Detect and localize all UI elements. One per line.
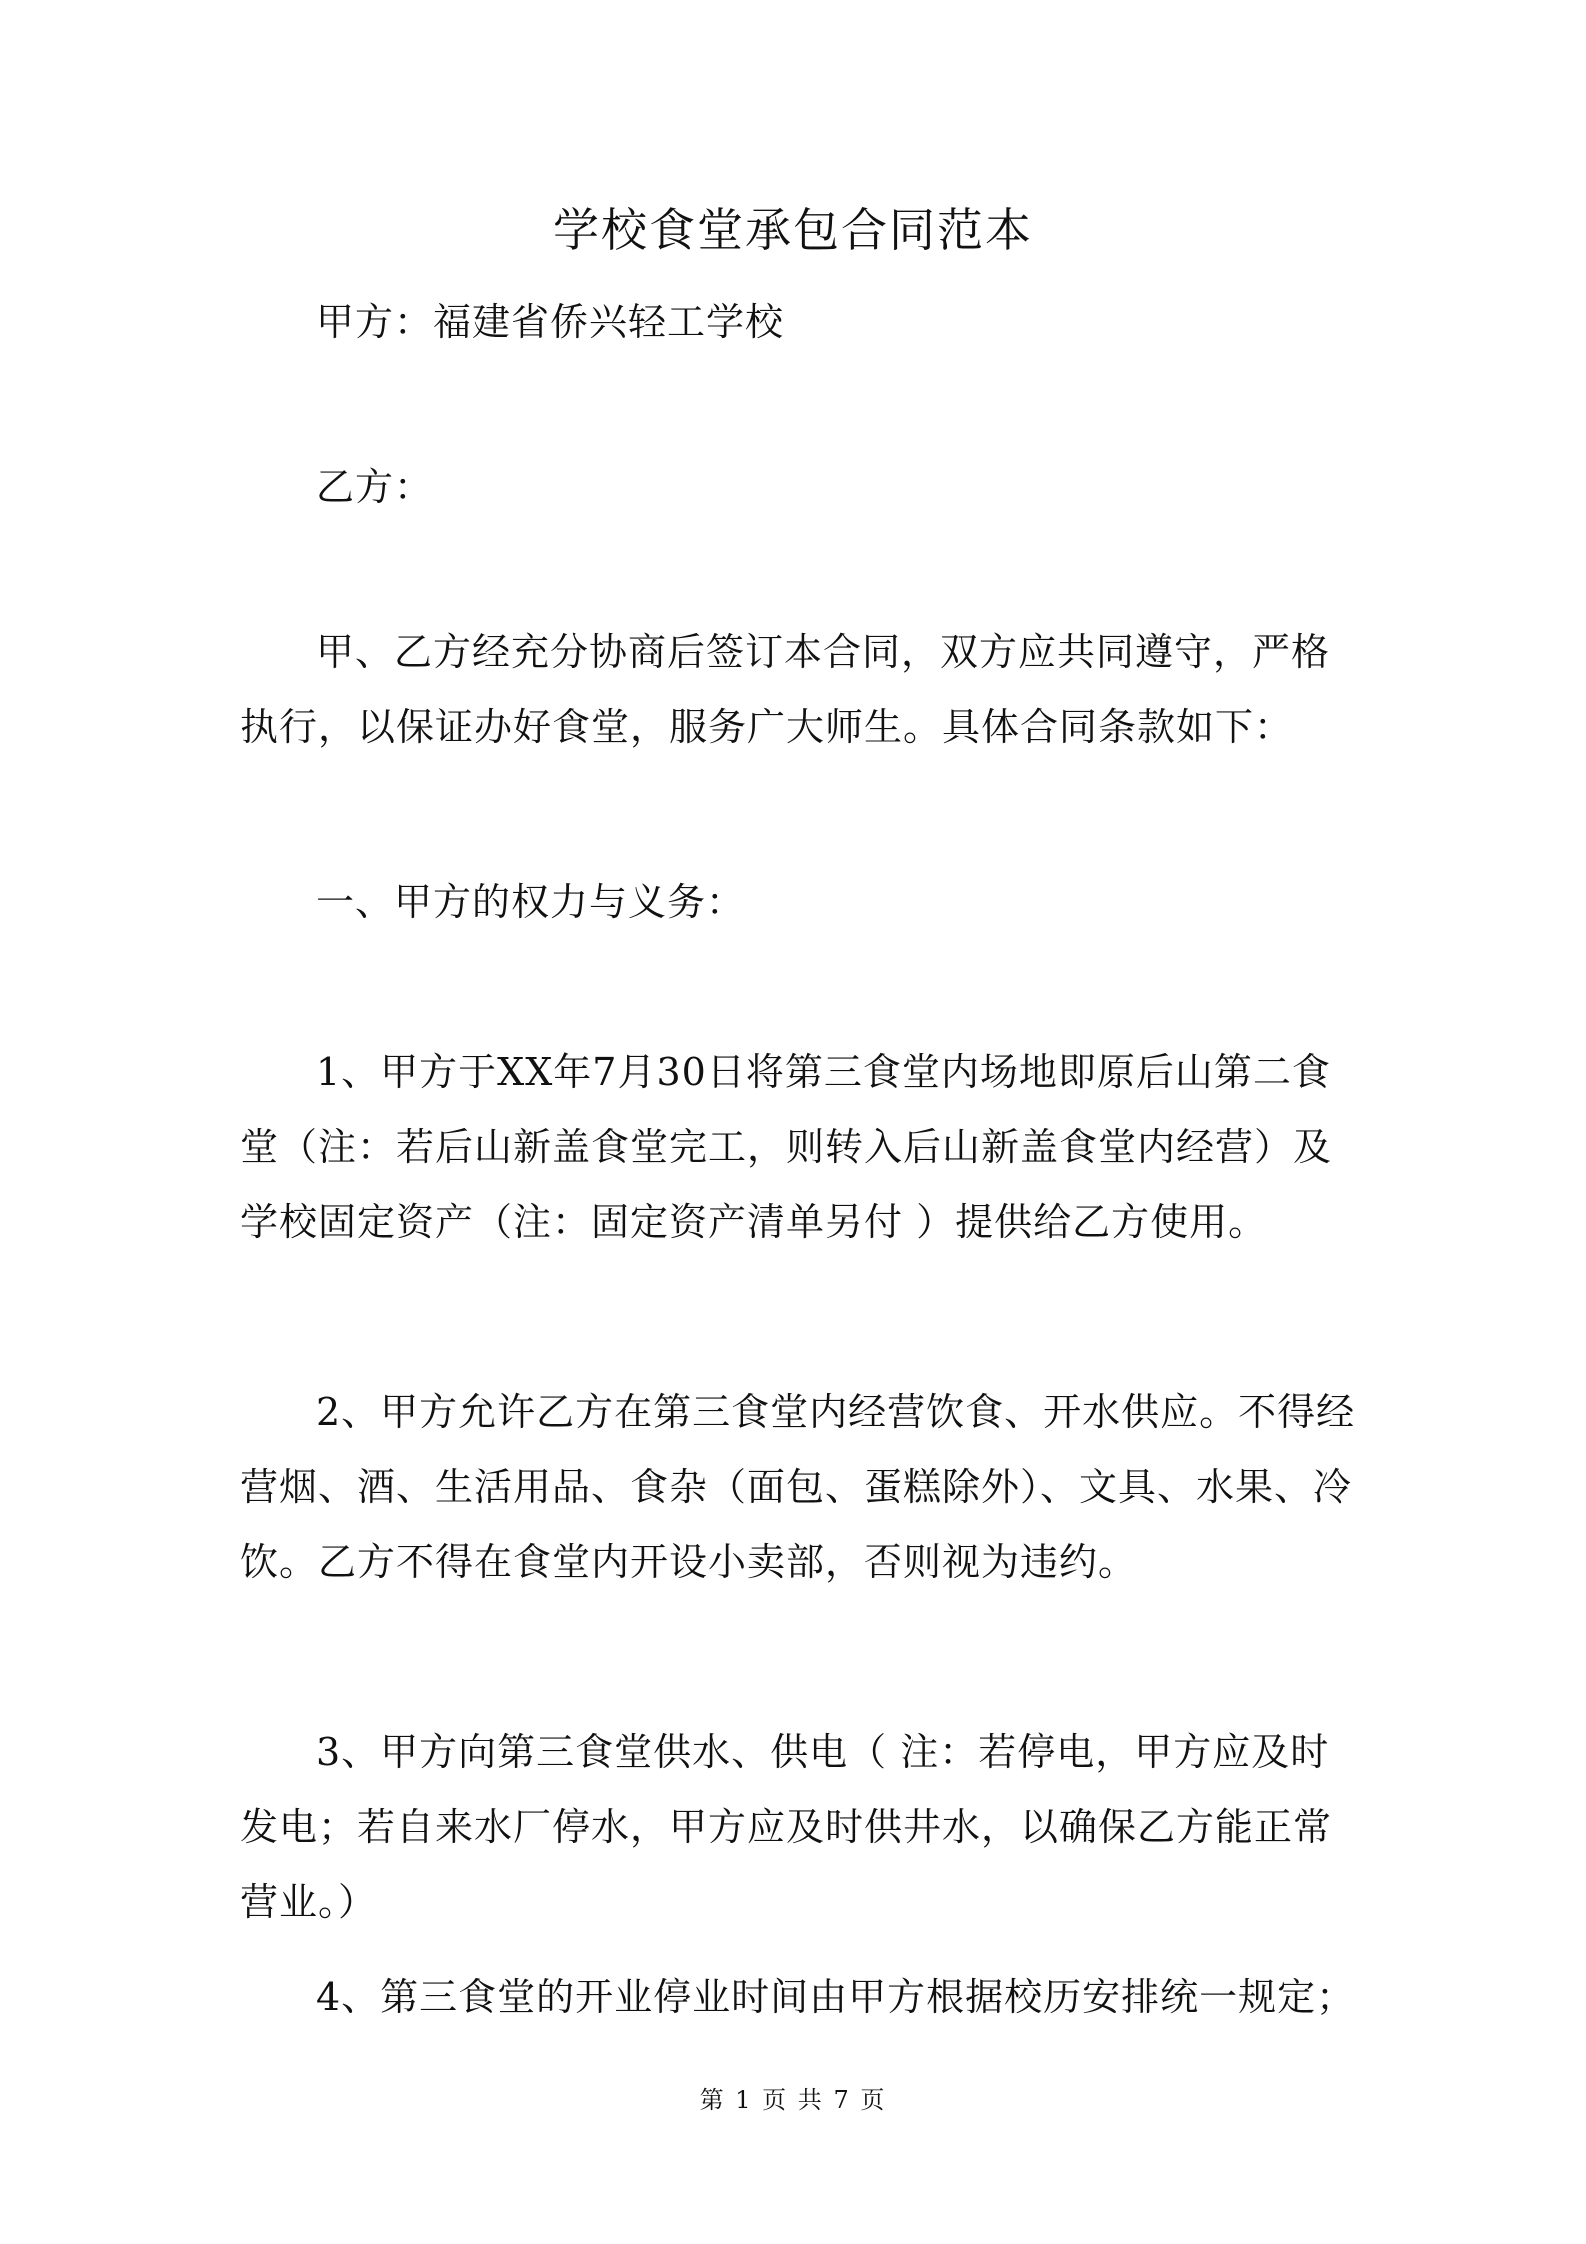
section-1-heading: 一、甲方的权力与义务： [316,880,746,924]
page-footer: 第 1 页 共 7 页 [699,2086,887,2114]
intro-paragraph: 甲、乙方经充分协商后签订本合同，双方应共同遵守，严格执行，以保证办好食堂，服务广大师生。具体合同条款如下： [240,630,1331,749]
clause-4: 4、第三食堂的开业停业时间由甲方根据校历安排统一规定； [316,1975,1356,2019]
party-a-line: 甲方：福建省侨兴轻工学校 [316,300,785,344]
clause-3: 3、甲方向第三食堂供水、供电（ 注：若停电，甲方应及时发电；若自来水厂停水，甲方应及时供井水，以确保乙方能正常营业。） [240,1730,1333,1924]
document-title: 学校食堂承包合同范本 [553,203,1033,257]
clause-2: 2、甲方允许乙方在第三食堂内经营饮食、开水供应。不得经营烟、酒、生活用品、食杂（面包、蛋糕除外）、文具、水果、冷饮。乙方不得在食堂内开设小卖部，否则视为违约。 [240,1390,1356,1584]
party-b-line: 乙方： [316,465,434,509]
clause-1: 1、甲方于XX年7月30日将第三食堂内场地即原后山第二食堂（注：若后山新盖食堂完工，则转入后山新盖食堂内经营）及学校固定资产（注：固定资产清单另付 ）提供给乙方使用。 [240,1050,1333,1244]
